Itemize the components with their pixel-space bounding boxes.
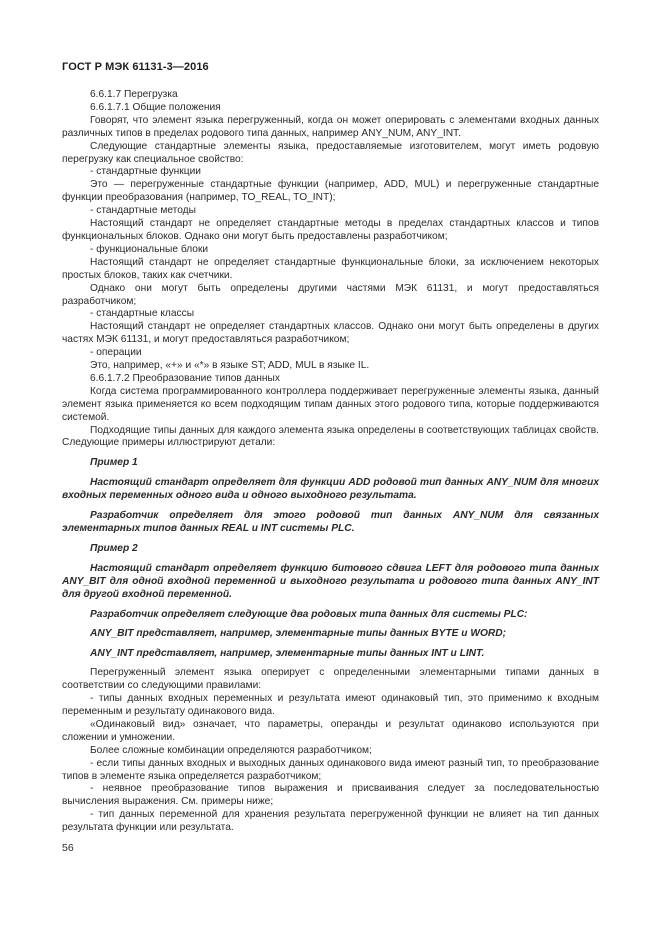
example-paragraph: ANY_INT представляет, например, элементарные типы данных INT и LINT. — [90, 648, 485, 660]
example-paragraph: Разработчик определяет для этого родовой тип данных ANY_NUM для связанных элементарных типов данных REAL и INT системы PLC. — [62, 510, 599, 534]
body-paragraph: Однако они могут быть определены другими частями МЭК 61131, и могут предоставляться разработчиком; — [62, 282, 599, 307]
body-paragraph: Настоящий стандарт не определяет стандартных классов. Однако они могут быть определены в других частях МЭК 61131, и могут предоставляться разработчиком; — [62, 321, 599, 346]
body-paragraph: Более сложные комбинации определяются разработчиком; — [90, 744, 372, 756]
body-paragraph: - стандартные методы — [90, 205, 196, 217]
body-paragraph: Настоящий стандарт не определяет стандартные методы в пределах стандартных классов и типов функциональных блоков. Однако они могут быть предоставлены разработчиком; — [62, 218, 599, 242]
body-paragraph: Это, например, «+» и «*» в языке ST; ADD, MUL в языке IL. — [90, 360, 370, 372]
example-paragraph: ANY_BIT представляет, например, элементарные типы данных BYTE и WORD; — [90, 628, 506, 640]
body-paragraph: Настоящий стандарт не определяет стандартные функциональные блоки, за исключением некоторых простых блоков, таких как счетчики. — [62, 256, 599, 281]
body-paragraph: «Одинаковый вид» означает, что параметры, операнды и результат одинаково используются при сложении и умножении. — [62, 718, 599, 743]
document-body — [62, 89, 599, 835]
body-paragraph: - стандартные классы — [90, 308, 195, 320]
example-paragraph: Настоящий стандарт определяет функцию битового сдвига LEFT для родового типа данных ANY_BIT для одной входной переменной и выходного результата и родового типа данных ANY_INT для другой входной переменной. — [62, 562, 599, 600]
body-paragraph: Это — перегруженные стандартные функции (например, ADD, MUL) и перегруженные стандартные функции преобразования (например, TO_REAL, TO_INT); — [62, 179, 599, 204]
example-paragraph: Настоящий стандарт определяет для функции ADD родовой тип данных ANY_NUM для многих входных переменных одного вида и одного выходного результата. — [62, 477, 599, 502]
example-paragraph: Пример 1 — [90, 457, 138, 469]
body-paragraph: 6.6.1.7.1 Общие положения — [90, 101, 221, 113]
example-paragraph: Пример 2 — [90, 542, 138, 554]
body-paragraph: - типы данных входных переменных и результата имеют одинаковый тип, это применимо к входным переменным и результату одинакового вида. — [62, 693, 599, 717]
body-paragraph: Подходящие типы данных для каждого элемента языка определены в соответствующих таблицах свойств. Следующие примеры иллюстрируют детали: — [62, 424, 599, 449]
document-header: ГОСТ Р МЭК 61131-3—2016 — [62, 61, 209, 73]
body-paragraph: - функциональные блоки — [90, 243, 209, 255]
body-paragraph: - операции — [90, 347, 142, 359]
page-number: 56 — [62, 842, 74, 854]
body-paragraph: 6.6.1.7.2 Преобразование типов данных — [90, 372, 280, 384]
body-paragraph: Перегруженный элемент языка оперирует с определенными элементарными типами данных в соответствии со следующими правилами: — [62, 667, 599, 692]
body-paragraph: Говорят, что элемент языка перегруженный, когда он может оперировать с элементами входных данных различных типов в пределах родового типа данных, например ANY_NUM, ANY_INT. — [62, 114, 599, 139]
body-paragraph: - если типы данных входных и выходных данных одинакового вида имеют разный тип, то преобразование типов в элементе языка определяется разработчиком; — [62, 757, 599, 782]
body-paragraph: - тип данных переменной для хранения результата перегруженной функции не влияет на тип данных результата функции или результата. — [62, 809, 599, 834]
body-paragraph: - стандартные функции — [90, 166, 201, 178]
body-paragraph: 6.6.1.7 Перегрузка — [90, 89, 178, 100]
body-paragraph: Когда система программированного контроллера поддерживает перегруженные элементы языка, данный элемент языка применяется ко всем подходящим типам данных этого родового типа, которые поддерживаются системой. — [62, 385, 599, 423]
body-paragraph: Следующие стандартные элементы языка, предоставляемые изготовителем, могут иметь родовую перегрузку как специальное свойство: — [62, 140, 599, 165]
example-paragraph: Разработчик определяет следующие два родовых типа данных для системы PLC: — [90, 608, 528, 620]
body-paragraph: - неявное преобразование типов выражения и присваивания следует за последовательностью вычисления выражения. См. примеры ниже; — [62, 783, 599, 808]
